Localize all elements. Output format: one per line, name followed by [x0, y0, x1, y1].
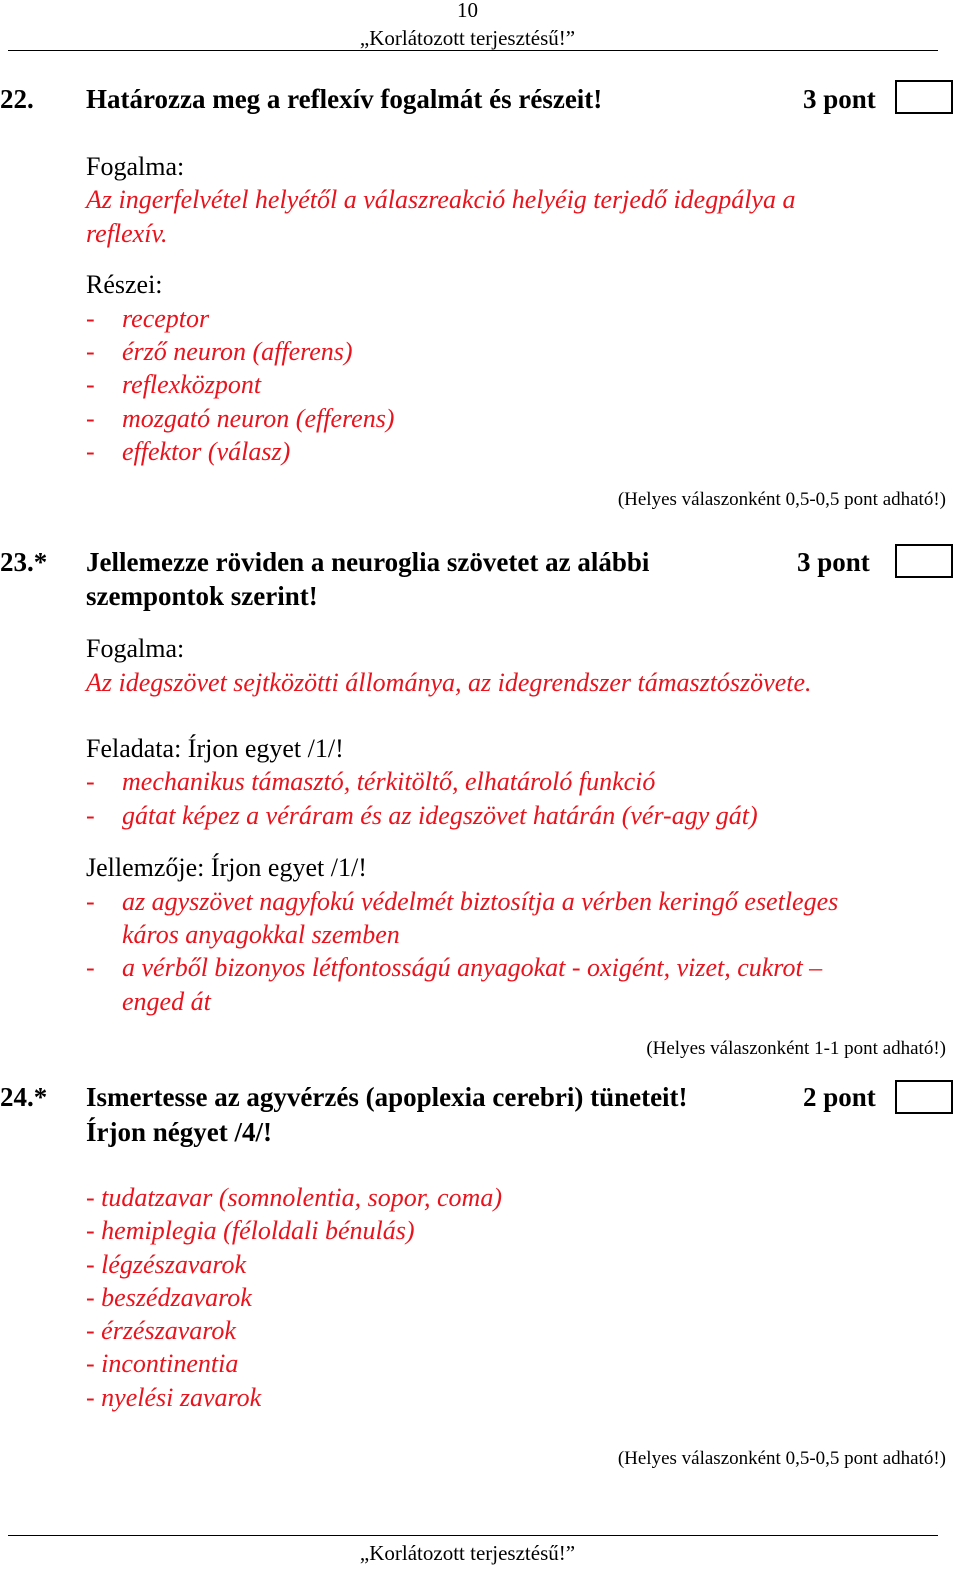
feature-label: Jellemzője: Írjon egyet /1/!	[86, 853, 367, 882]
list-item: receptor	[122, 304, 210, 333]
list-item: a vérből bizonyos létfontosságú anyagokat - oxigént, vizet, cukrot –	[122, 953, 823, 982]
list-item: mechanikus támasztó, térkitöltő, elhatároló funkció	[122, 767, 656, 796]
list-item: - érzészavarok	[86, 1316, 236, 1345]
question-number: 24.*	[0, 1082, 48, 1112]
bullet-dash: -	[86, 887, 95, 916]
list-item: gátat képez a véráram és az idegszövet határán (vér-agy gát)	[122, 801, 758, 830]
scoring-note: (Helyes válaszonként 1-1 pont adható!)	[646, 1038, 946, 1059]
list-item: érző neuron (afferens)	[122, 337, 353, 366]
list-item: mozgató neuron (efferens)	[122, 404, 395, 433]
bullet-dash: -	[86, 767, 95, 796]
question-points: 3 pont	[803, 84, 876, 114]
list-item-continuation: enged át	[122, 987, 211, 1016]
list-item: - nyelési zavarok	[86, 1383, 262, 1412]
footer-divider	[8, 1535, 938, 1536]
bullet-dash: -	[86, 370, 95, 399]
definition-label: Fogalma:	[86, 634, 185, 663]
answer-line: Az ingerfelvétel helyétől a válaszreakció helyéig terjedő idegpálya a	[86, 185, 796, 214]
answer-line: Az idegszövet sejtközötti állománya, az idegrendszer támasztószövete.	[86, 668, 812, 697]
header-divider	[8, 50, 938, 51]
list-item: effektor (válasz)	[122, 437, 291, 466]
question-title: Határozza meg a reflexív fogalmát és részeit!	[86, 84, 603, 114]
list-item: - hemiplegia (féloldali bénulás)	[86, 1216, 415, 1245]
parts-label: Részei:	[86, 270, 163, 299]
scoring-note: (Helyes válaszonként 0,5-0,5 pont adható!)	[617, 1448, 946, 1469]
list-item-continuation: káros anyagokkal szemben	[122, 920, 400, 949]
bullet-dash: -	[86, 404, 95, 433]
score-box[interactable]	[895, 80, 953, 114]
bullet-dash: -	[86, 304, 95, 333]
question-points: 2 pont	[803, 1082, 876, 1112]
question-number: 23.*	[0, 547, 48, 577]
task-label: Feladata: Írjon egyet /1/!	[86, 734, 344, 763]
list-item: - tudatzavar (somnolentia, sopor, coma)	[86, 1183, 502, 1212]
list-item: - incontinentia	[86, 1349, 239, 1378]
scoring-note: (Helyes válaszonként 0,5-0,5 pont adható!)	[617, 489, 946, 510]
list-item: az agyszövet nagyfokú védelmét biztosítja a vérben keringő esetleges	[122, 887, 839, 916]
list-item: - beszédzavarok	[86, 1283, 252, 1312]
question-number: 22.	[0, 84, 34, 114]
header-restricted-notice: „Korlátozott terjesztésű!”	[359, 26, 576, 50]
bullet-dash: -	[86, 801, 95, 830]
question-title: Írjon négyet /4/!	[86, 1117, 272, 1147]
list-item: reflexközpont	[122, 370, 262, 399]
score-box[interactable]	[895, 1080, 953, 1114]
question-title: Ismertesse az agyvérzés (apoplexia cerebri) tüneteit!	[86, 1082, 688, 1112]
question-title: szempontok szerint!	[86, 581, 318, 611]
question-title: Jellemezze röviden a neuroglia szövetet az alábbi	[86, 547, 650, 577]
bullet-dash: -	[86, 953, 95, 982]
bullet-dash: -	[86, 437, 95, 466]
answer-line: reflexív.	[86, 219, 168, 248]
page-number: 10	[457, 0, 478, 22]
list-item: - légzészavarok	[86, 1250, 247, 1279]
definition-label: Fogalma:	[86, 152, 185, 181]
bullet-dash: -	[86, 337, 95, 366]
question-points: 3 pont	[797, 547, 870, 577]
score-box[interactable]	[895, 544, 953, 578]
footer-restricted-notice: „Korlátozott terjesztésű!”	[359, 1541, 576, 1565]
